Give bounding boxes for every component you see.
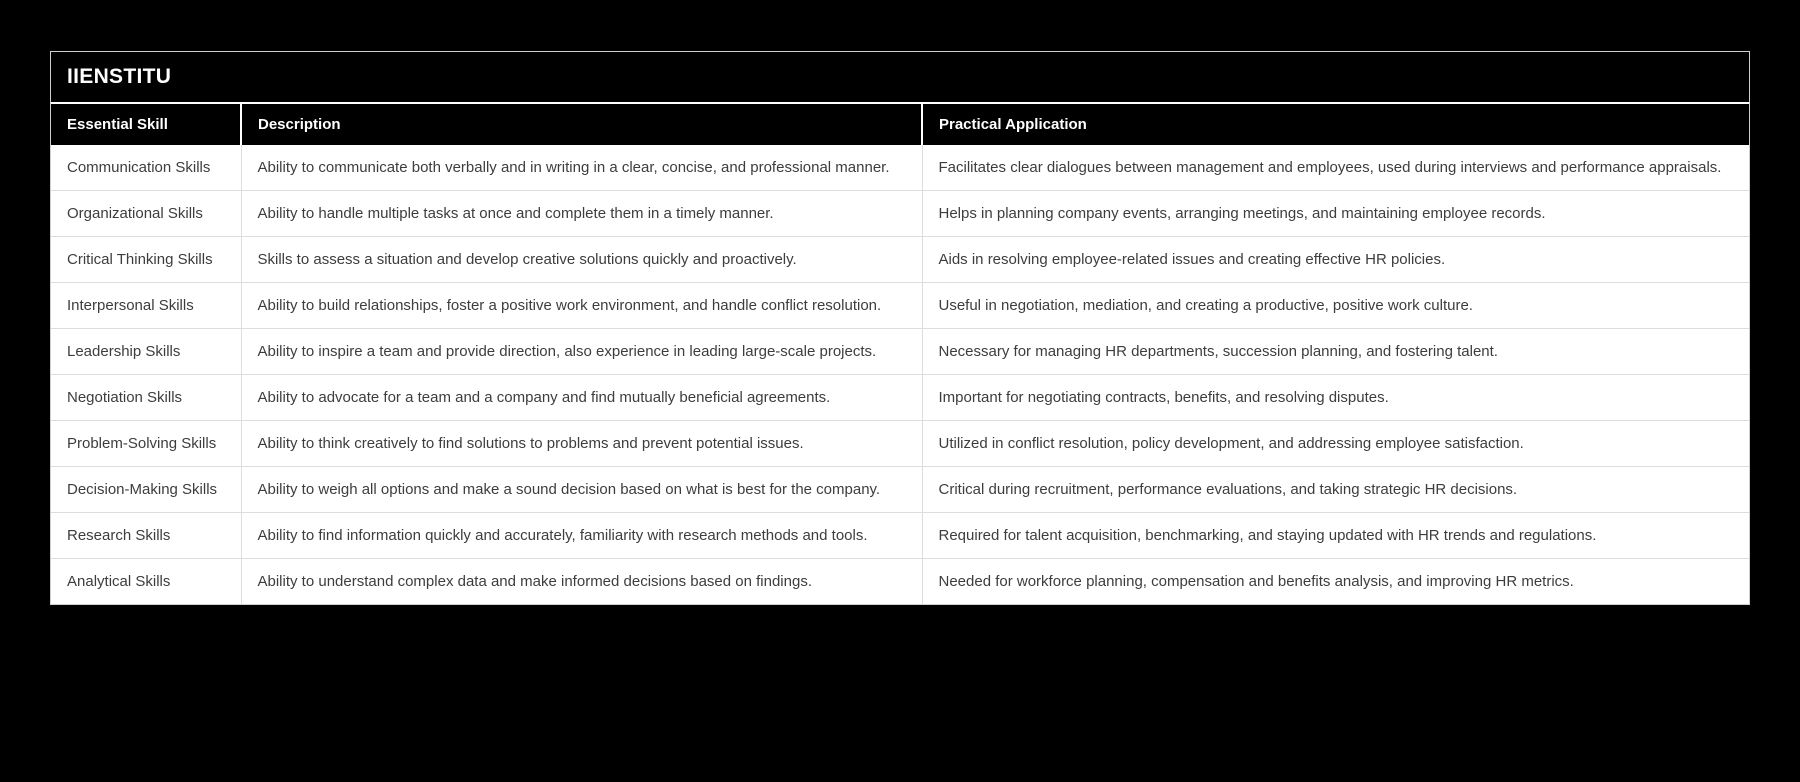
cell-application: Necessary for managing HR departments, succession planning, and fostering talent. [922, 329, 1749, 375]
table-row [51, 559, 1749, 605]
cell-application: Helps in planning company events, arranging meetings, and maintaining employee records. [922, 191, 1749, 237]
cell-description: Skills to assess a situation and develop creative solutions quickly and proactively. [241, 237, 922, 283]
table-body [51, 145, 1749, 604]
skills-table [51, 104, 1749, 604]
table-row [51, 421, 1749, 467]
cell-application: Important for negotiating contracts, benefits, and resolving disputes. [922, 375, 1749, 421]
cell-application: Needed for workforce planning, compensation and benefits analysis, and improving HR metrics. [922, 559, 1749, 605]
table-row [51, 283, 1749, 329]
cell-skill: Leadership Skills [51, 329, 241, 375]
column-header-essential-skill: Essential Skill [51, 104, 241, 145]
cell-skill: Decision-Making Skills [51, 467, 241, 513]
cell-skill: Problem-Solving Skills [51, 421, 241, 467]
cell-application: Critical during recruitment, performance evaluations, and taking strategic HR decisions. [922, 467, 1749, 513]
table-row [51, 467, 1749, 513]
cell-description: Ability to communicate both verbally and in writing in a clear, concise, and professional manner. [241, 145, 922, 191]
cell-description: Ability to think creatively to find solutions to problems and prevent potential issues. [241, 421, 922, 467]
cell-skill: Research Skills [51, 513, 241, 559]
table-row [51, 375, 1749, 421]
cell-description: Ability to build relationships, foster a positive work environment, and handle conflict resolution. [241, 283, 922, 329]
cell-skill: Communication Skills [51, 145, 241, 191]
column-header-practical-application: Practical Application [922, 104, 1749, 145]
cell-application: Useful in negotiation, mediation, and creating a productive, positive work culture. [922, 283, 1749, 329]
header-row [51, 104, 1749, 145]
column-header-description: Description [241, 104, 922, 145]
cell-description: Ability to weigh all options and make a sound decision based on what is best for the company. [241, 467, 922, 513]
cell-description: Ability to advocate for a team and a company and find mutually beneficial agreements. [241, 375, 922, 421]
table-row [51, 191, 1749, 237]
cell-application: Aids in resolving employee-related issues and creating effective HR policies. [922, 237, 1749, 283]
cell-skill: Analytical Skills [51, 559, 241, 605]
cell-description: Ability to inspire a team and provide direction, also experience in leading large-scale projects. [241, 329, 922, 375]
cell-description: Ability to understand complex data and make informed decisions based on findings. [241, 559, 922, 605]
table-header [51, 104, 1749, 145]
title-bar [51, 52, 1749, 104]
cell-skill: Interpersonal Skills [51, 283, 241, 329]
skills-table-card [50, 51, 1750, 605]
table-row [51, 513, 1749, 559]
table-row [51, 329, 1749, 375]
table-row [51, 237, 1749, 283]
cell-skill: Critical Thinking Skills [51, 237, 241, 283]
cell-application: Facilitates clear dialogues between management and employees, used during interviews and performance appraisals. [922, 145, 1749, 191]
cell-skill: Negotiation Skills [51, 375, 241, 421]
cell-application: Utilized in conflict resolution, policy development, and addressing employee satisfaction. [922, 421, 1749, 467]
page-title: IIENSTITU [67, 65, 172, 88]
cell-description: Ability to find information quickly and accurately, familiarity with research methods and tools. [241, 513, 922, 559]
cell-skill: Organizational Skills [51, 191, 241, 237]
table-row [51, 145, 1749, 191]
cell-application: Required for talent acquisition, benchmarking, and staying updated with HR trends and regulations. [922, 513, 1749, 559]
cell-description: Ability to handle multiple tasks at once and complete them in a timely manner. [241, 191, 922, 237]
